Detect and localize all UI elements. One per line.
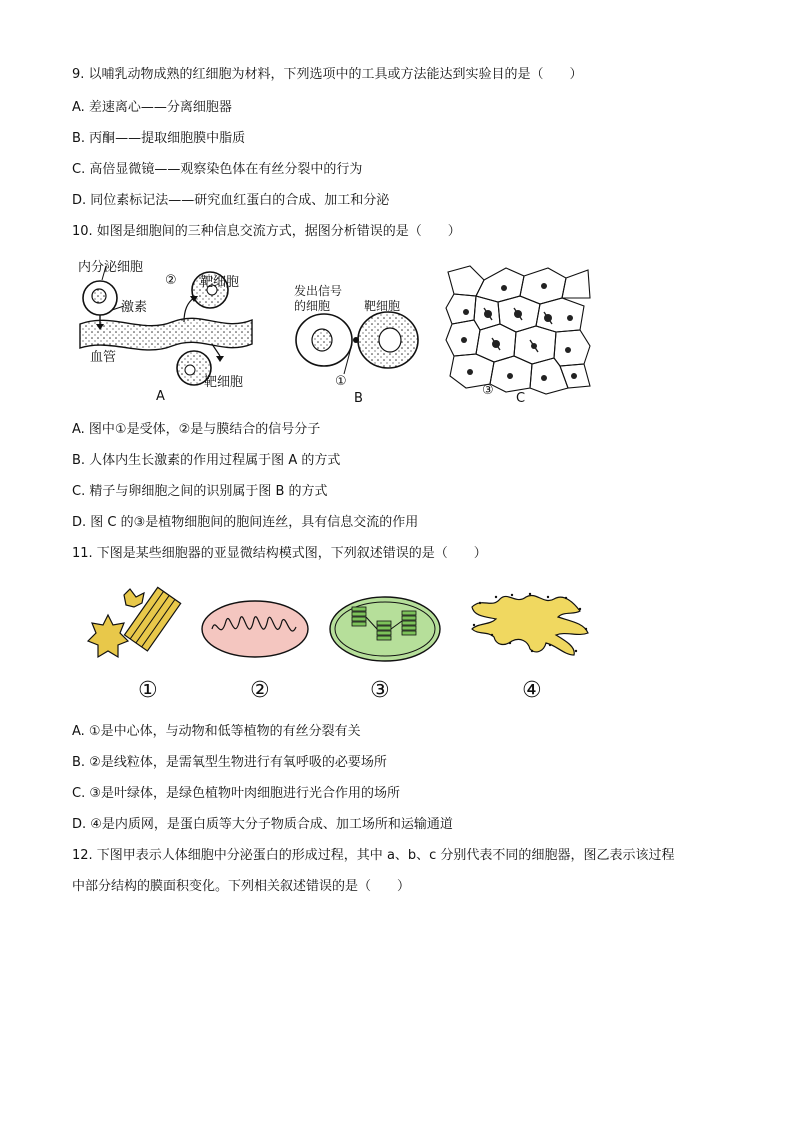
q10-option-d: D. 图 C 的③是植物细胞间的胞间连丝，具有信息交流的作用 bbox=[72, 515, 419, 530]
marker-2: ② bbox=[165, 273, 177, 288]
label-b-target: 靶细胞 bbox=[364, 299, 401, 313]
q11-option-a: A. ①是中心体，与动物和低等植物的有丝分裂有关 bbox=[72, 724, 361, 739]
label-blood-vessel: 血管 bbox=[90, 350, 117, 365]
q11-stem: 11. 下图是某些细胞器的亚显微结构模式图，下列叙述错误的是（ ） bbox=[72, 546, 487, 561]
label-target-cell-top: 靶细胞 bbox=[200, 275, 240, 290]
figure-b-contact bbox=[292, 280, 422, 405]
q11-option-c: C. ③是叶绿体，是绿色植物叶肉细胞进行光合作用的场所 bbox=[72, 786, 400, 801]
marker-1: ① bbox=[335, 374, 347, 389]
label-organelle-3: ③ bbox=[370, 678, 390, 703]
q10-option-a: A. 图中①是受体，②是与膜结合的信号分子 bbox=[72, 422, 321, 437]
label-sender-2: 的细胞 bbox=[294, 299, 331, 313]
figure-a-endocrine bbox=[72, 252, 262, 402]
mitochondrion-drawing bbox=[202, 601, 308, 657]
q9-option-d: D. 同位素标记法——研究血红蛋白的合成、加工和分泌 bbox=[72, 193, 390, 208]
q12-stem-line1: 12. 下图甲表示人体细胞中分泌蛋白的形成过程，其中 a、b、c 分别代表不同的细胞器，图乙表示该过程 bbox=[72, 848, 675, 863]
q9-option-b: B. 丙酮——提取细胞膜中脂质 bbox=[72, 131, 246, 146]
q9-option-c: C. 高倍显微镜——观察染色体在有丝分裂中的行为 bbox=[72, 162, 363, 177]
centriole-drawing bbox=[88, 587, 181, 657]
caption-c: C bbox=[516, 391, 526, 406]
caption-a: A bbox=[156, 389, 165, 402]
q10-stem: 10. 如图是细胞间的三种信息交流方式，据图分析错误的是（ ） bbox=[72, 224, 461, 239]
label-endocrine-cell: 内分泌细胞 bbox=[78, 260, 144, 275]
q12-stem-line2: 中部分结构的膜面积变化。下列相关叙述错误的是（ ） bbox=[72, 879, 411, 894]
q9-option-a: A. 差速离心——分离细胞器 bbox=[72, 100, 232, 115]
label-hormone: 激素 bbox=[121, 300, 148, 315]
chloroplast-drawing bbox=[330, 597, 440, 661]
q10-option-c: C. 精子与卵细胞之间的识别属于图 B 的方式 bbox=[72, 484, 328, 499]
figure-organelles bbox=[80, 585, 600, 705]
label-organelle-4: ④ bbox=[522, 678, 542, 703]
label-organelle-2: ② bbox=[250, 678, 270, 703]
blood-vessel bbox=[80, 318, 252, 350]
q10-option-b: B. 人体内生长激素的作用过程属于图 A 的方式 bbox=[72, 453, 341, 468]
caption-b: B bbox=[354, 391, 363, 405]
q11-option-d: D. ④是内质网，是蛋白质等大分子物质合成、加工场所和运输通道 bbox=[72, 817, 453, 832]
marker-3: ③ bbox=[482, 383, 494, 398]
label-organelle-1: ① bbox=[138, 678, 158, 703]
figure-c-plasmodesmata bbox=[444, 262, 594, 406]
er-drawing bbox=[472, 593, 588, 655]
label-target-cell-bottom: 靶细胞 bbox=[204, 375, 244, 390]
q11-option-b: B. ②是线粒体，是需氧型生物进行有氧呼吸的必要场所 bbox=[72, 755, 387, 770]
label-sender-1: 发出信号 bbox=[294, 284, 343, 298]
endocrine-nucleus bbox=[92, 289, 106, 303]
q9-stem: 9. 以哺乳动物成熟的红细胞为材料，下列选项中的工具或方法能达到实验目的是（ ） bbox=[72, 67, 583, 82]
